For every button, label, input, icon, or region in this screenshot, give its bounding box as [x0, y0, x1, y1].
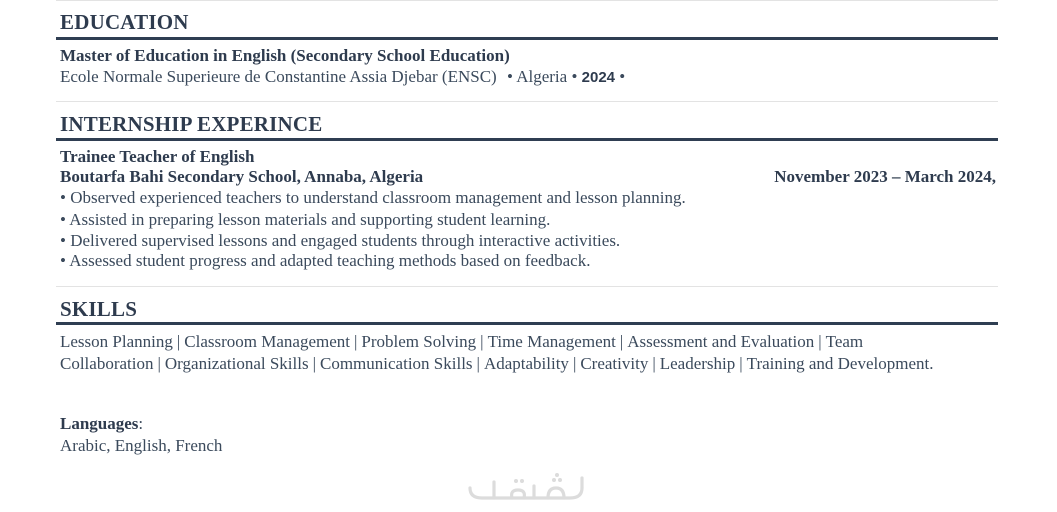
education-separator: •	[619, 67, 626, 86]
section-divider	[56, 286, 998, 287]
education-rule	[56, 37, 998, 40]
skill-item: Leadership	[659, 353, 736, 373]
languages-label: Languages	[60, 414, 139, 433]
education-location: Algeria	[516, 67, 568, 86]
education-separator: •	[571, 67, 578, 86]
internship-dates: November 2023 – March 2024,	[774, 167, 996, 186]
skill-separator: |	[818, 332, 822, 351]
skill-item: Classroom Management	[184, 332, 350, 351]
skill-item: Adaptability	[483, 353, 569, 373]
internship-bullet: • Observed experienced teachers to understand classroom management and lesson planning.	[60, 188, 686, 207]
skill-item: Lesson Planning	[60, 332, 173, 351]
skill-item: Team Collaboration	[60, 332, 864, 373]
skill-separator: |	[476, 353, 480, 373]
skill-separator: |	[353, 332, 358, 351]
internship-rule	[56, 138, 998, 141]
skill-item: Communication Skills	[320, 353, 473, 373]
internship-bullet: • Assessed student progress and adapted teaching methods based on feedback.	[60, 251, 591, 270]
skill-item: Time Management	[487, 332, 616, 351]
internship-heading: INTERNSHIP EXPERINCE	[60, 112, 323, 136]
education-separator: •	[506, 67, 513, 86]
languages-label-line	[60, 413, 143, 434]
section-divider	[56, 101, 998, 102]
skill-separator: |	[312, 353, 316, 373]
top-divider	[56, 0, 998, 1]
skills-list	[60, 331, 960, 374]
skill-item: Assessment and Evaluation	[627, 332, 815, 351]
skills-heading: SKILLS	[60, 297, 138, 321]
internship-role: Trainee Teacher of English	[60, 147, 255, 166]
skill-item: Training and Development.	[746, 353, 934, 373]
internship-bullet: • Delivered supervised lessons and engaged students through interactive activities.	[60, 231, 621, 250]
skill-separator: |	[572, 353, 577, 373]
languages-value: Arabic, English, French	[60, 436, 223, 455]
languages-colon: :	[138, 414, 144, 433]
skill-separator: |	[176, 332, 181, 351]
education-heading: EDUCATION	[60, 10, 189, 34]
skill-separator: |	[739, 353, 743, 373]
education-details	[60, 66, 625, 88]
education-degree: Master of Education in English (Secondary School Education)	[60, 46, 510, 65]
skill-separator: |	[480, 332, 484, 351]
skills-rule	[56, 322, 998, 325]
skill-item: Problem Solving	[361, 332, 477, 351]
internship-organization: Boutarfa Bahi Secondary School, Annaba, Algeria	[60, 167, 424, 186]
skill-separator: |	[619, 332, 624, 351]
resume-page	[56, 0, 998, 512]
skill-separator: |	[157, 353, 161, 373]
internship-bullet: • Assisted in preparing lesson materials and supporting student learning.	[60, 210, 551, 229]
education-school: Ecole Normale Superieure de Constantine Assia Djebar (ENSC)	[60, 67, 497, 86]
education-year: 2024	[581, 69, 616, 86]
skill-separator: |	[652, 353, 656, 373]
skill-item: Organizational Skills	[164, 353, 309, 373]
skill-item: Creativity	[580, 353, 649, 373]
watermark-logo	[464, 470, 594, 506]
